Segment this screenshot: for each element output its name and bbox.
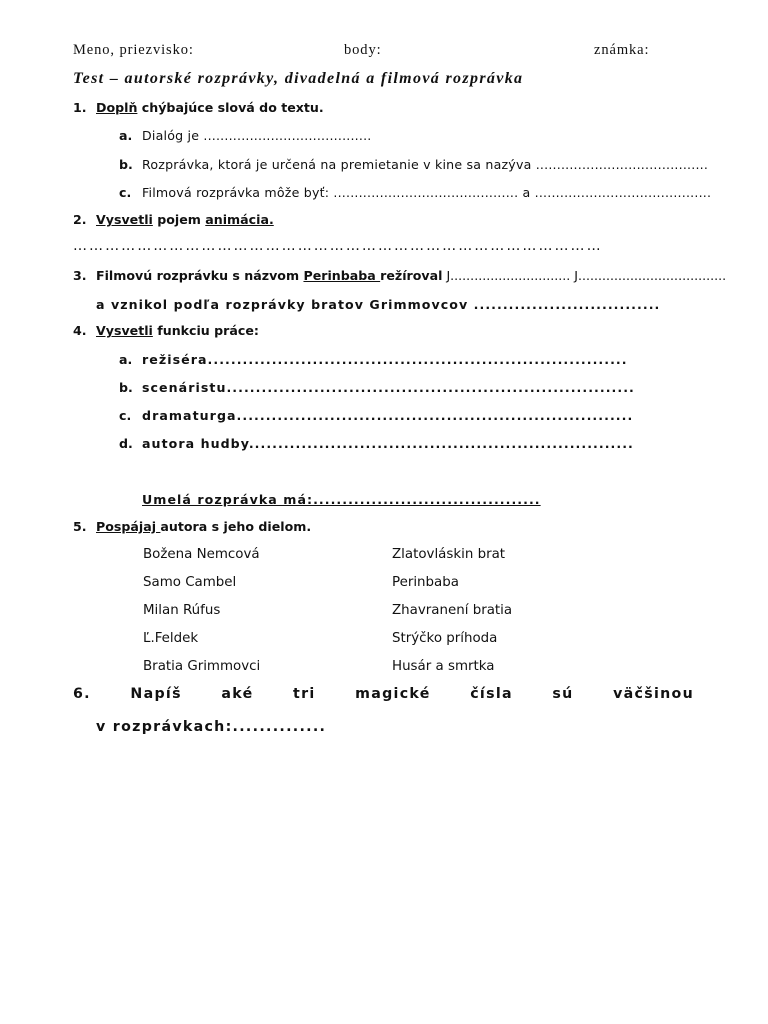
q1-item-a bbox=[119, 128, 372, 143]
q2-answer-line: ……………………………………………………………………………………… bbox=[73, 238, 603, 254]
author-item: Ľ.Feldek bbox=[143, 631, 199, 646]
director-blanks: J.............................. J..................................... bbox=[442, 268, 727, 283]
question-verb: Vysvetli bbox=[96, 212, 153, 227]
item-text: autora hudby.................................................................. bbox=[142, 436, 634, 451]
item-letter: a. bbox=[119, 128, 133, 143]
work-item: Perinbaba bbox=[392, 575, 459, 590]
item-letter: c. bbox=[119, 185, 132, 200]
q1-item-b bbox=[119, 157, 708, 172]
author-item: Samo Cambel bbox=[143, 575, 237, 590]
work-item: Zhavranení bratia bbox=[392, 603, 513, 618]
question-text: chýbajúce slová do textu. bbox=[137, 100, 324, 115]
author-item: Milan Rúfus bbox=[143, 603, 221, 618]
film-title: Perinbaba bbox=[303, 268, 381, 283]
q6-line-2: v rozprávkach:.............. bbox=[96, 719, 327, 735]
question-text: Filmovú rozprávku s názvom bbox=[96, 268, 304, 283]
test-title: Test – autorské rozprávky, divadelná a filmová rozprávka bbox=[73, 70, 524, 87]
author-item: Bratia Grimmovci bbox=[143, 659, 261, 674]
grade-label: známka: bbox=[594, 42, 650, 58]
question-number: 4. bbox=[73, 323, 87, 338]
question-text: a vznikol podľa rozprávky bratov Grimmovcov ................................ bbox=[96, 297, 661, 312]
question-1 bbox=[73, 100, 324, 115]
question-number: 1. bbox=[73, 100, 87, 115]
q4-item-d bbox=[119, 436, 634, 451]
work-item: Zlatovláskin brat bbox=[392, 547, 506, 562]
question-2 bbox=[73, 212, 274, 227]
work-item: Husár a smrtka bbox=[392, 659, 495, 674]
question-text: autora s jeho dielom. bbox=[160, 519, 312, 534]
points-label: body: bbox=[344, 42, 382, 58]
item-letter: b. bbox=[119, 157, 133, 172]
q1-item-c bbox=[119, 185, 711, 200]
author-item: Božena Nemcová bbox=[143, 547, 260, 562]
item-text: Umelá rozprávka má:....................................... bbox=[142, 492, 541, 507]
question-word: sú bbox=[552, 686, 574, 702]
question-text: funkciu práce: bbox=[152, 323, 259, 338]
q4-item-a bbox=[119, 352, 628, 367]
question-word: Napíš bbox=[130, 686, 182, 702]
question-5 bbox=[73, 519, 311, 534]
question-word: väčšinou bbox=[613, 686, 694, 702]
item-text: dramaturga.................................................................... bbox=[142, 408, 634, 423]
question-number: 2. bbox=[73, 212, 87, 227]
q3-line-2 bbox=[96, 297, 660, 312]
work-item: Strýčko príhoda bbox=[392, 631, 498, 646]
q4-extra bbox=[142, 492, 541, 507]
item-text: Filmová rozprávka môže byť: ............................................ a .......................................... bbox=[142, 185, 712, 200]
item-letter: a. bbox=[119, 352, 133, 367]
item-letter: b. bbox=[119, 380, 133, 395]
question-3 bbox=[73, 268, 726, 283]
question-word: aké bbox=[221, 686, 254, 702]
question-word: magické bbox=[355, 686, 431, 702]
question-6 bbox=[73, 686, 694, 702]
q4-item-c bbox=[119, 408, 633, 423]
question-number: 3. bbox=[73, 268, 87, 283]
question-term: animácia. bbox=[205, 212, 274, 227]
question-word: čísla bbox=[470, 686, 513, 702]
question-text-b: režíroval bbox=[380, 268, 443, 283]
item-letter: c. bbox=[119, 408, 132, 423]
item-text: režiséra........................................................................ bbox=[142, 352, 628, 367]
q4-item-b bbox=[119, 380, 635, 395]
item-text: Dialóg je ........................................ bbox=[142, 128, 372, 143]
question-verb: Doplň bbox=[96, 100, 138, 115]
question-text: pojem bbox=[152, 212, 206, 227]
question-verb: Pospájaj bbox=[96, 519, 161, 534]
name-label: Meno, priezvisko: bbox=[73, 42, 194, 58]
item-text: scenáristu...................................................................... bbox=[142, 380, 635, 395]
question-number: 5. bbox=[73, 519, 87, 534]
question-number: 6. bbox=[73, 686, 91, 702]
item-text: Rozprávka, ktorá je určená na premietanie v kine sa nazýva ......................................... bbox=[142, 157, 709, 172]
question-word: tri bbox=[293, 686, 316, 702]
question-4 bbox=[73, 323, 259, 338]
question-verb: Vysvetli bbox=[96, 323, 153, 338]
item-letter: d. bbox=[119, 436, 133, 451]
